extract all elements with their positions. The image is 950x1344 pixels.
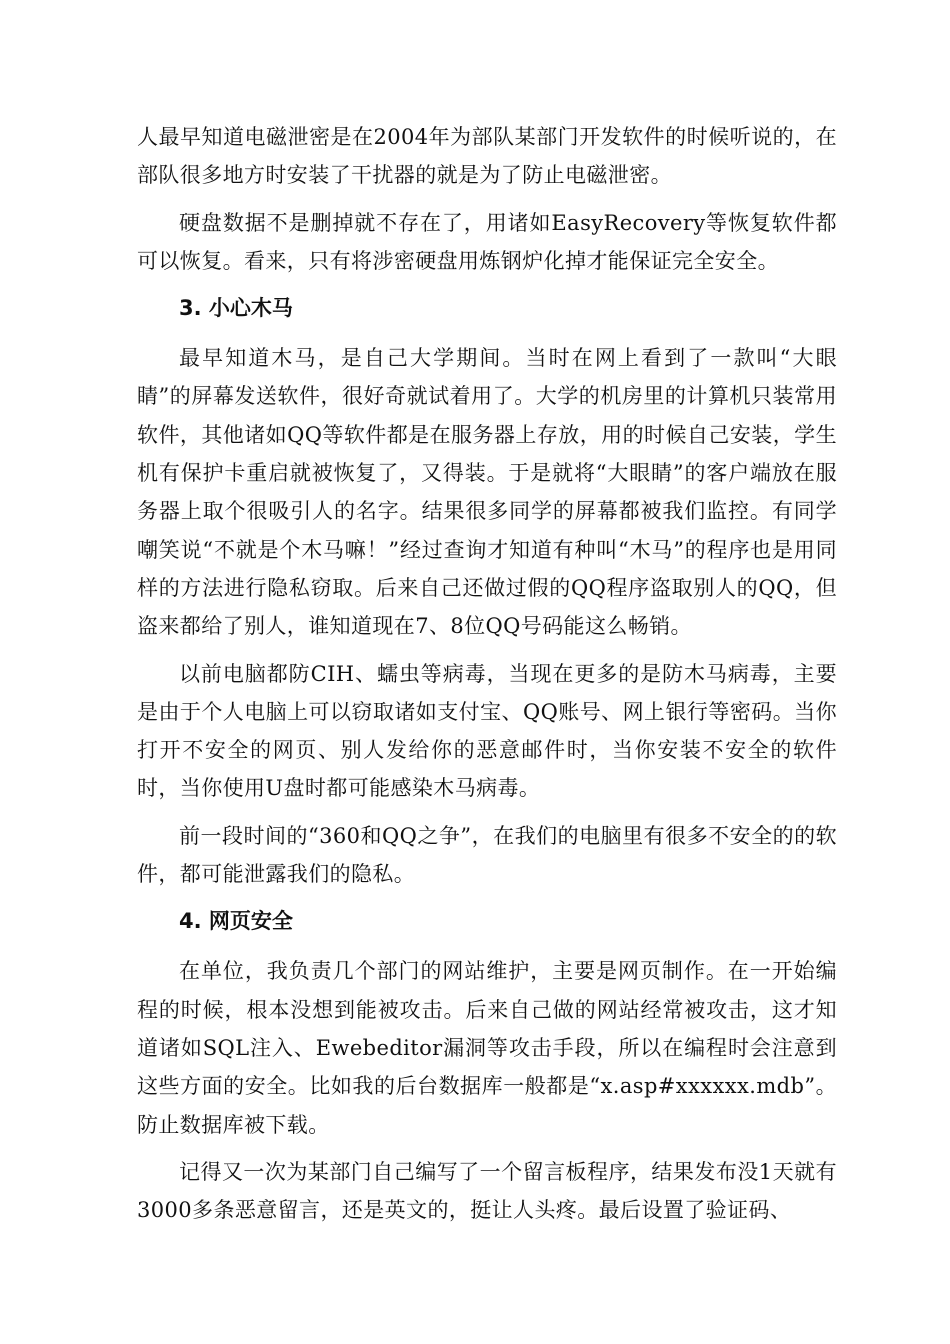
paragraph-guestbook: 记得又一次为某部门自己编写了一个留言板程序，结果发布没1天就有3000多条恶意留言，还是英文的，挺让人头疼。最后设置了验证码、 bbox=[137, 1159, 837, 1223]
paragraph-web-maintenance: 在单位，我负责几个部门的网站维护，主要是网页制作。在一开始编程的时候，根本没想到能被攻击。后来自己做的网站经常被攻击，这才知道诸如SQL注入、Ewebeditor漏洞等攻击手段，所以在编程时会注意到这些方面的安全。比如我的后台数据库一般都是“x.asp#xxxxxx.mdb”。防止数据库被下载。 bbox=[137, 959, 837, 1137]
paragraph-disk-recovery: 硬盘数据不是删掉就不存在了，用诸如EasyRecovery等恢复软件都可以恢复。看来，只有将涉密硬盘用炼钢炉化掉才能保证完全安全。 bbox=[137, 210, 837, 273]
paragraph-trojan-story: 最早知道木马，是自己大学期间。当时在网上看到了一款叫“大眼睛”的屏幕发送软件，很好奇就试着用了。大学的机房里的计算机只装常用软件，其他诸如QQ等软件都是在服务器上存放，用的时候自己安装，学生机有保护卡重启就被恢复了，又得装。于是就将“大眼睛”的客户端放在服务器上取个很吸引人的名字。结果很多同学的屏幕都被我们监控。有同学嘲笑说“不就是个木马嘛！”经过查询才知道有种叫“木马”的程序也是用同样的方法进行隐私窃取。后来自己还做过假的QQ程序盗取别人的QQ，但盗来都给了别人，谁知道现在7、8位QQ号码能这么畅销。 bbox=[137, 346, 837, 639]
paragraph-trojan-virus: 以前电脑都防CIH、蠕虫等病毒，当现在更多的是防木马病毒，主要是由于个人电脑上可以窃取诸如支付宝、QQ账号、网上银行等密码。当你打开不安全的网页、别人发给你的恶意邮件时，当你安装不安全的软件时，当你使用U盘时都可能感染木马病毒。 bbox=[137, 661, 837, 801]
document-body bbox=[137, 118, 837, 1238]
paragraph-360-qq: 前一段时间的“360和QQ之争”，在我们的电脑里有很多不安全的的软件，都可能泄露我们的隐私。 bbox=[137, 823, 837, 887]
section-heading-trojan: 3. 小心木马 bbox=[179, 296, 293, 321]
paragraph-electromagnetic-leak: 人最早知道电磁泄密是在2004年为部队某部门开发软件的时候听说的，在部队很多地方时安装了干扰器的就是为了防止电磁泄密。 bbox=[137, 125, 837, 188]
section-heading-web-security: 4. 网页安全 bbox=[179, 909, 293, 934]
